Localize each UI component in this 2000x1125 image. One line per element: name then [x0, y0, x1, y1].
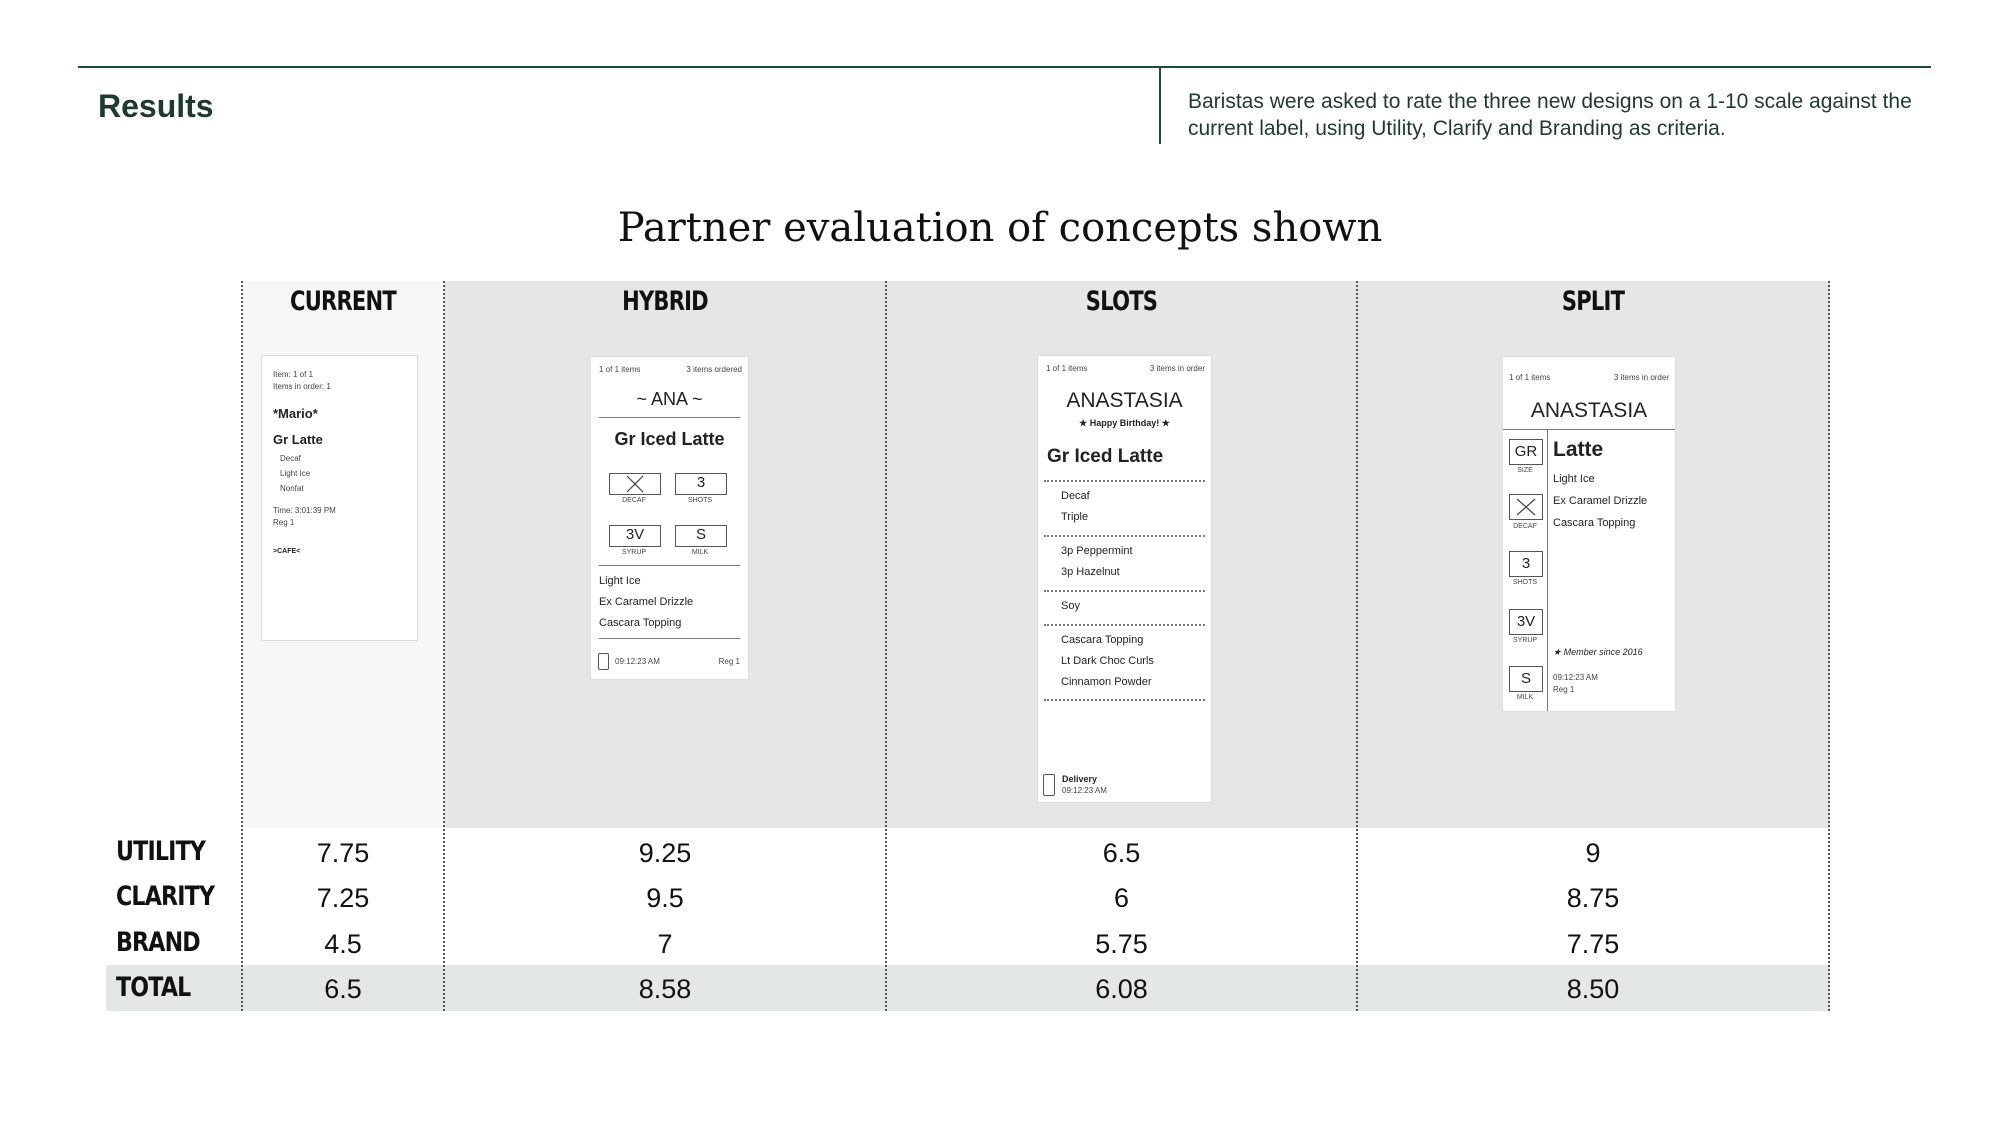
row-label-clarity: CLARITY	[116, 881, 215, 912]
card-customer-name: ANASTASIA	[1066, 389, 1183, 412]
box-label: SYRUP	[621, 549, 647, 556]
slots-label-card	[1037, 355, 1212, 803]
score-cell: 8.75	[1566, 883, 1620, 913]
card-divider	[599, 417, 740, 418]
score-cell: 6.5	[1102, 838, 1141, 868]
card-mod: Light Ice	[280, 469, 311, 478]
card-mod: Soy	[1061, 600, 1080, 612]
card-divider	[1044, 535, 1205, 537]
card-mod: Ex Caramel Drizzle	[1553, 495, 1648, 507]
milk-box: S	[675, 525, 727, 547]
card-divider	[1044, 590, 1205, 592]
card-item-count: 1 of 1 items	[1509, 373, 1551, 382]
card-items-in-order: 3 items in order	[1149, 364, 1205, 373]
column-separator	[1828, 281, 1830, 1011]
card-time: Time: 3:01:39 PM	[273, 506, 336, 515]
card-mod: Nonfat	[280, 484, 304, 493]
size-box: GR	[1509, 439, 1543, 465]
score-cell: 7.75	[316, 838, 370, 868]
card-drink: Latte	[1553, 438, 1604, 461]
card-customer-name: *Mario*	[273, 406, 318, 421]
section-description: Baristas were asked to rate the three new designs on a 1-10 scale against the current label, using Utility, Clarify and Branding as criteria.	[1188, 90, 1912, 140]
box-label: SHOTS	[1512, 579, 1538, 586]
card-items-ordered: 3 items ordered	[686, 365, 742, 374]
score-cell: 7.25	[316, 883, 370, 913]
card-register: Reg 1	[718, 657, 740, 666]
column-header-hybrid: HYBRID	[622, 286, 708, 317]
card-split-divider	[1547, 430, 1548, 711]
box-label: SHOTS	[687, 497, 713, 504]
score-cell: 9	[1585, 838, 1601, 868]
total-cell: 8.58	[638, 974, 692, 1004]
column-header-slots: SLOTS	[1085, 286, 1158, 317]
card-mod: Triple	[1061, 511, 1089, 523]
card-time: 09:12:23 AM	[1062, 786, 1107, 795]
syrup-box: 3V	[609, 525, 661, 547]
score-cell: 9.25	[638, 838, 692, 868]
decaf-x-icon	[1510, 495, 1542, 519]
card-customer-name: ANASTASIA	[1530, 399, 1648, 422]
card-divider	[1044, 480, 1205, 482]
card-mod: Light Ice	[1553, 473, 1595, 485]
card-mod: Cascara Topping	[1061, 634, 1144, 646]
card-drink: Gr Latte	[273, 432, 323, 447]
card-mod: Light Ice	[599, 575, 641, 587]
card-divider	[1044, 699, 1205, 701]
card-divider	[599, 638, 740, 639]
card-divider	[599, 565, 740, 566]
card-item-count: Item: 1 of 1	[273, 370, 314, 379]
box-label: MILK	[691, 549, 709, 556]
current-label-card	[261, 355, 418, 641]
card-birthday: ★ Happy Birthday! ★	[1079, 418, 1170, 428]
box-label: DECAF	[1513, 523, 1537, 530]
card-mod: Decaf	[280, 454, 301, 463]
shots-box: 3	[1509, 551, 1543, 577]
decaf-box	[1509, 494, 1543, 520]
card-drink: Gr Iced Latte	[1047, 446, 1164, 467]
total-cell: 6.08	[1095, 974, 1148, 1004]
card-member-since: ★ Member since 2016	[1553, 647, 1643, 657]
card-delivery: Delivery	[1062, 774, 1098, 784]
card-mod: Cascara Topping	[1553, 517, 1636, 529]
table-title: Partner evaluation of concepts shown	[617, 205, 1383, 251]
shots-box: 3	[675, 473, 727, 495]
box-label: SYRUP	[1512, 637, 1538, 644]
total-cell: 6.5	[324, 974, 362, 1004]
card-divider	[1503, 429, 1675, 430]
score-cell: 7.75	[1566, 929, 1620, 959]
split-label-card	[1502, 356, 1676, 712]
card-drink: Gr Iced Latte	[614, 429, 725, 449]
box-label: DECAF	[622, 497, 646, 504]
card-mod: Cascara Topping	[599, 617, 682, 629]
score-cell: 5.75	[1095, 929, 1148, 959]
card-items-in-order: 3 items in order	[1613, 373, 1669, 382]
header-rule	[78, 66, 1931, 68]
decaf-box	[609, 473, 661, 495]
card-mod: Ex Caramel Drizzle	[599, 596, 694, 608]
section-title: Results	[98, 88, 214, 124]
card-mod: Decaf	[1061, 490, 1090, 502]
card-cafe-tag: >CAFE<	[273, 548, 301, 555]
card-customer-name: ~ ANA ~	[636, 389, 703, 409]
score-cell: 9.5	[646, 883, 684, 913]
card-mod: Cinnamon Powder	[1061, 676, 1152, 688]
card-mod: 3p Hazelnut	[1061, 566, 1120, 578]
score-cell: 6	[1113, 883, 1130, 913]
card-time: 09:12:23 AM	[615, 657, 660, 666]
card-item-count: 1 of 1 items	[599, 365, 641, 374]
phone-icon	[1043, 774, 1055, 796]
card-divider	[1044, 624, 1205, 626]
header-divider	[1159, 67, 1161, 144]
total-cell: 8.50	[1566, 974, 1620, 1004]
card-items-in-order: Items in order: 1	[273, 382, 331, 391]
decaf-x-icon	[610, 474, 660, 494]
box-label: MILK	[1516, 694, 1534, 701]
card-register: Reg 1	[273, 518, 295, 527]
phone-icon	[598, 653, 609, 670]
column-header-current: CURRENT	[290, 286, 396, 317]
row-label-brand: BRAND	[116, 927, 200, 958]
syrup-box: 3V	[1509, 609, 1543, 635]
card-time: 09:12:23 AM	[1553, 673, 1598, 682]
score-cell: 4.5	[324, 929, 362, 959]
milk-box: S	[1509, 666, 1543, 692]
row-label-utility: UTILITY	[116, 836, 206, 867]
column-header-split: SPLIT	[1561, 286, 1625, 317]
card-register: Reg 1	[1553, 685, 1575, 694]
card-item-count: 1 of 1 items	[1046, 364, 1088, 373]
card-mod: Lt Dark Choc Curls	[1061, 655, 1154, 667]
score-cell: 7	[657, 929, 673, 959]
box-label: SIZE	[1517, 467, 1533, 474]
row-label-total: TOTAL	[116, 972, 191, 1003]
card-mod: 3p Peppermint	[1061, 545, 1133, 557]
hybrid-label-card	[590, 356, 749, 680]
